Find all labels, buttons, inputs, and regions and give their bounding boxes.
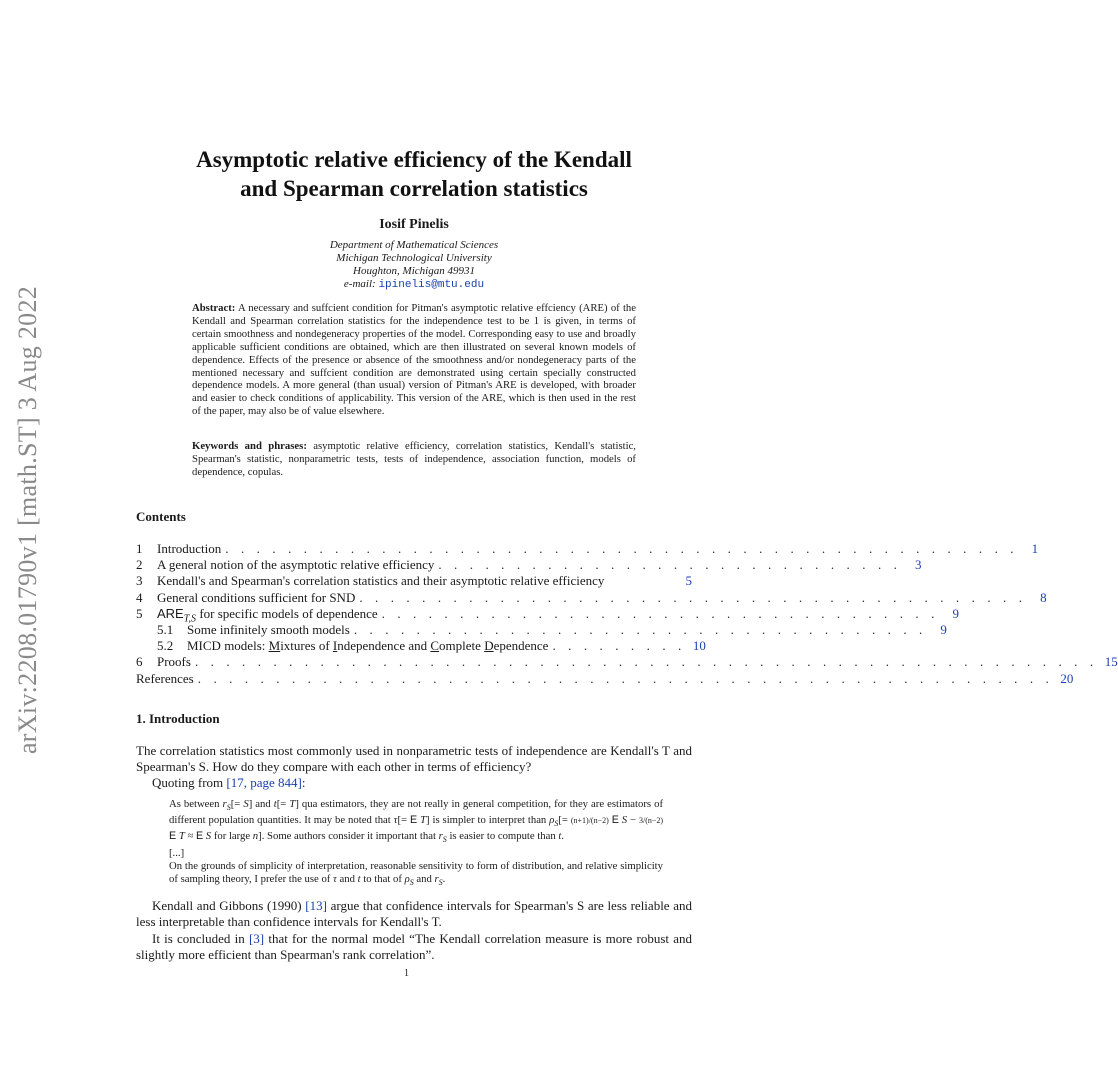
email-label: e-mail:	[343, 278, 379, 290]
intro-paragraph-1: The correlation statistics most commonly used in nonparametric tests of independence are Kendall's T and Spearman's S. How do they compare with each other in terms of efficiency?	[136, 743, 692, 775]
toc-entry[interactable]	[136, 605, 959, 625]
intro-paragraph-4: It is concluded in [3] that for the normal model “The Kendall correlation measure is more robust and slightly more efficient than Spearman's rank correlation”.	[136, 931, 692, 963]
keywords-text: asymptotic relative efficiency, correlation statistics, Kendall's statistic, Spearman's statistic, nonparametric tests, tests of independence, association function, models of dependence, copulas.	[192, 440, 636, 478]
toc-page-link[interactable]: 8	[1040, 589, 1047, 605]
section-heading: 1. Introduction	[136, 711, 220, 726]
affiliation-department: Department of Mathematical Sciences	[329, 239, 499, 251]
toc-leader: . . . . . . . . . . . . . . . . . . . . . . . . . . . . . . . . . . . . .	[353, 621, 927, 637]
toc-entry[interactable]	[136, 589, 1047, 606]
paper-title	[120, 145, 708, 203]
page-number: 1	[404, 968, 409, 979]
toc-entry[interactable]	[136, 541, 1039, 557]
toc-title[interactable]: Proofs	[157, 654, 191, 670]
quote-paragraph-1: As between $r_S[= S]$ and t[= T] qua estimators, they are not really in general competition, for they are estimators of different population quantities. It may be noted that τ[= E T] is simpler to interpret than $\rho_S[= (n+1)/(n-2)$ E S − 3/(n−2) E T ≈ E S for large n]. Some authors consider it important that $r_S$ is easier to compute than t.	[169, 798, 664, 845]
title-line-2: and Spearman correlation statistics	[240, 176, 588, 201]
affiliation	[120, 239, 708, 292]
toc-number: 3	[136, 573, 143, 589]
affiliation-location: Houghton, Michigan 49931	[353, 265, 475, 277]
toc-page-link[interactable]: 9	[940, 621, 947, 637]
toc-number: 5	[136, 605, 143, 621]
toc-leader: . . . . . . . . . . . . . . . . . . . . . . . . . . . . . . . . . . . . . . . . . . .	[359, 589, 1027, 605]
toc-number: 4	[136, 589, 143, 605]
citation-link[interactable]: [13]	[305, 898, 327, 913]
author-name: Iosif Pinelis	[379, 217, 449, 232]
toc-title[interactable]: General conditions sufficient for SND	[157, 589, 356, 605]
toc-title[interactable]: MICD models: Mixtures of Independence and Complete Dependence	[187, 638, 549, 654]
toc-number: 6	[136, 654, 143, 670]
toc-entry[interactable]	[136, 654, 1118, 670]
title-line-1: Asymptotic relative efficiency of the Kendall	[196, 147, 632, 172]
affiliation-university: Michigan Technological University	[336, 252, 492, 264]
arxiv-identifier: arXiv:2208.01790v1 [math.ST] 3 Aug 2022	[13, 285, 42, 755]
toc-page-link[interactable]: 20	[1060, 670, 1074, 686]
toc-title[interactable]: A general notion of the asymptotic relative efficiency	[157, 557, 435, 573]
quote-ellipsis: [...]	[169, 846, 185, 859]
toc-title[interactable]: Kendall's and Spearman's correlation statistics and their asymptotic relative efficiency	[157, 573, 605, 589]
toc-page-link[interactable]: 3	[915, 557, 922, 573]
toc-leader: . . . . . . . . . . . . . . . . . . . . . . . . . . . . . . . . . . . . . . . . . . . . . . . . . . .	[225, 541, 1019, 556]
toc-title[interactable]: $ARE_{T,S}$ for specific models of dependence	[157, 605, 378, 625]
toc-leader: . . . . . . . . . . . . . . . . . . . . . . . . . . . . . . . . . . . . . . . . . . . . . . . . . . . . . . .	[197, 670, 1054, 686]
contents-heading: Contents	[136, 509, 186, 524]
toc-entry[interactable]	[136, 573, 692, 589]
email-line	[120, 278, 708, 292]
citation-link[interactable]: [3]	[248, 931, 265, 946]
toc-entry[interactable]	[136, 621, 947, 638]
abstract-label: Abstract:	[192, 302, 236, 314]
toc-page-link[interactable]: 9	[952, 605, 959, 621]
toc-title[interactable]: Introduction	[157, 541, 222, 556]
toc-leader: . . . . . . . . . . . . . . . . . . . . . . . . . . . . . .	[438, 557, 902, 573]
intro-paragraph-2: Quoting from [17, page 844]:	[152, 775, 306, 790]
toc-page-link[interactable]: 1	[1031, 541, 1039, 556]
keywords	[192, 440, 636, 479]
toc-leader: . . . . . . . . . . . . . . . . . . . . . . . . . . . . . . . . . . . . . . . . . . . . . . . . . . . . . . . . . .	[194, 654, 1098, 670]
citation-link[interactable]: [17, page 844]	[226, 775, 302, 790]
arxiv-sidebar	[6, 272, 50, 768]
toc-number: 5.2	[157, 638, 174, 654]
toc-number: 2	[136, 557, 143, 573]
toc-entry[interactable]	[136, 557, 922, 573]
toc-entry[interactable]	[136, 638, 706, 654]
toc-number: 1	[136, 541, 143, 556]
toc-page-link[interactable]: 5	[685, 573, 692, 589]
block-quote	[169, 798, 663, 889]
toc-number: 5.1	[157, 621, 174, 637]
abstract-text: A necessary and suffcient condition for Pitman's asymptotic relative effciency (ARE) of the Kendall and Spearman correlation statistics for the independence test to be 1 is given, in terms of certain smoothness and nondegeneracy properties of the model. Corresponding easy to use and broadly applicable sufficient conditions are obtained, which are then illustrated on several known models of dependence. Effects of the presence or absence of the smoothness and/or nondegeneracy parts of the mentioned necessary and suffcient condition are demonstrated using certain specially constructed dependence models. A more general (than usual) version of Pitman's ARE is developed, with broader and easier to check conditions of applicability. This version of the ARE, which is then used in the rest of the paper, may also be of value elsewhere.	[192, 302, 636, 418]
toc-page-link[interactable]: 10	[692, 638, 706, 654]
toc-leader: . . . . . . . . . . . . . . . . . . . . . . . . . . . . . . . . . . . .	[381, 605, 939, 621]
toc-entry[interactable]	[136, 670, 1074, 687]
keywords-label: Keywords and phrases:	[192, 440, 307, 452]
toc-title[interactable]: References	[136, 670, 194, 686]
toc-leader: . . . . . . . . .	[552, 638, 686, 654]
intro-paragraph-3: Kendall and Gibbons (1990) [13] argue that confidence intervals for Spearman's S are less reliable and less interpretable than confidence intervals for Kendall's T.	[136, 898, 693, 930]
table-of-contents	[136, 541, 1118, 687]
abstract	[192, 302, 636, 418]
toc-title[interactable]: Some infinitely smooth models	[187, 621, 350, 637]
email-link[interactable]: ipinelis@mtu.edu	[378, 279, 485, 291]
quote-paragraph-2: On the grounds of simplicity of interpretation, reasonable sensitivity to form of distribution, and relative simplicity of sampling theory, I prefer the use of τ and t to that of $\rho_S$ and $r_S$.	[169, 859, 663, 888]
toc-page-link[interactable]: 15	[1104, 654, 1118, 670]
